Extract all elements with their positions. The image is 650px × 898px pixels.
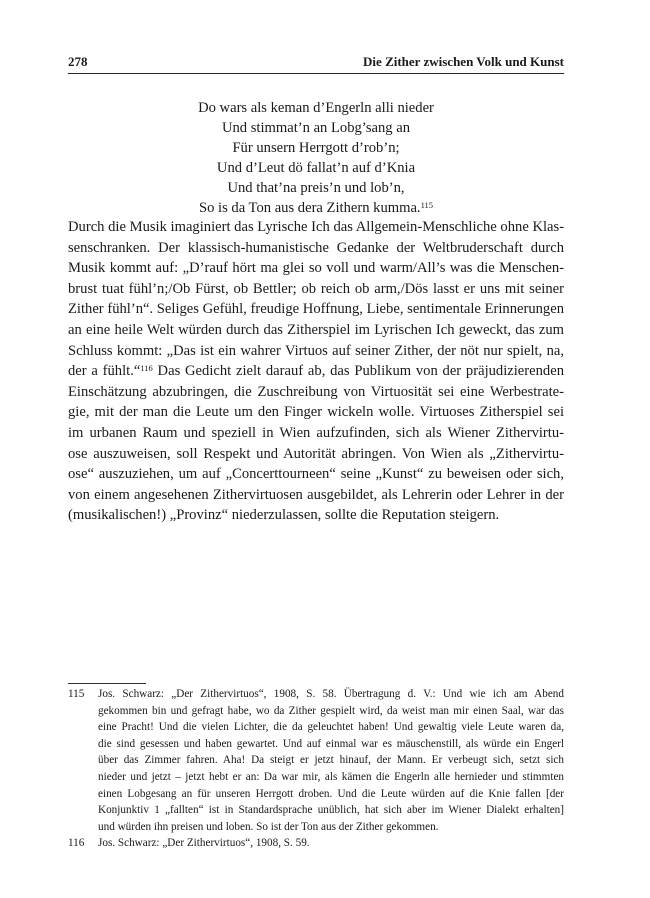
- body-line-part: Das Gedicht zielt darauf ab, das Publikum von der präjudizierenden: [152, 363, 564, 380]
- footnote-number: 115: [68, 688, 85, 700]
- poem-line: Und stimmat’n an Lobg’sang an: [221, 120, 411, 136]
- body-line: im urbanen Raum und speziell in Wien aufzufinden, sich als Wiener Zithervirtu-: [68, 424, 564, 441]
- poem-line: Und d’Leut dö fallat’n auf d’Knia: [216, 160, 416, 176]
- footnote-line: die sind gesessen und haben gewartet. Und auf einmal war es mäuschenstill, als würde ein Engerl: [98, 737, 564, 750]
- footnote-116: [68, 835, 564, 852]
- poem-line: Für unsern Herrgott d’rob’n;: [232, 140, 400, 156]
- footnote-line: Jos. Schwarz: „Der Zithervirtuos“, 1908, S. 58. Übertragung d. V.: Und wie ich am Abend: [98, 688, 564, 700]
- body-line: von einem angesehenen Zithervirtuosen ausgebildet, als Lehrerin oder Lehrer in der: [68, 486, 564, 503]
- footnote-line: über das Zimmer fahren. Aha! Da steigt er jetzt hinauf, der Mann. Er verbeugt sich, setzt sich: [98, 754, 564, 767]
- body-line-part: der a fühlt.“: [68, 363, 141, 380]
- poem-block: [68, 98, 564, 218]
- body-line: Durch die Musik imaginiert das Lyrische Ich das Allgemein-Menschliche ohne Klas-: [68, 219, 565, 235]
- footnote-line: gekommen bin und gefragt habe, wo da Zither gespielt wird, da weist man mir einen Saal, war das: [98, 704, 564, 717]
- body-line: gie, mit der man die Leute um den Finger wickeln wolle. Virtuoses Zitherspiel sei: [68, 404, 564, 421]
- running-title: Die Zither zwischen Volk und Kunst: [363, 54, 564, 69]
- poem-line-last: [68, 198, 564, 218]
- poem-line: Do wars als keman d’Engerln alli nieder: [198, 100, 434, 116]
- header-rule: [68, 73, 564, 74]
- body-line: Zither fühl’n“. Seliges Gefühl, freudige Hoffnung, Liebe, sentimentale Erinnerungen: [68, 301, 564, 318]
- body-line: brust tuat fühl’n;/Ob Fürst, ob Bettler; ob reich ob arm,/Dös lasst er uns mit seiner: [68, 280, 564, 297]
- running-head: [68, 54, 564, 74]
- body-line: (musikalischen!) „Provinz“ niederzulassen, sollte die Reputation steigern.: [68, 507, 500, 524]
- footnote-line: nieder und jetzt – jetzt hebt er an: Da war mir, als kämen die Engerln alle hernieder und stimmten: [98, 770, 564, 783]
- body-paragraph: [68, 217, 564, 526]
- poem-line-text: So is da Ton aus dera Zithern kumma.: [198, 200, 421, 216]
- body-line: senschranken. Der klassisch-humanistische Gedanke der Weltbruderschaft durch: [68, 239, 564, 256]
- body-line: Einschätzung abzubringen, die Zuschreibung von Virtuosität sei eine Werbestrate-: [68, 383, 564, 400]
- footnote-rule: [68, 683, 146, 684]
- body-line: ose auszuweisen, soll Respekt und Autorität abringen. Von Wien als „Zithervirtu-: [68, 445, 564, 462]
- footnote-line: eine Pracht! Und die vielen Lichter, die da geleuchtet haben! Und gewaltig viele Leute waren da,: [98, 721, 564, 734]
- footnote-line: einen Lobgesang an für unseren Herrgott droben. Und die Leute würden auf die Knie fallen [der: [98, 787, 564, 800]
- body-line: Musik kommt auf: „D’rauf hört ma glei so voll und warm/All’s was die Menschen-: [68, 260, 564, 277]
- body-line: ose“ auszuziehen, um auf „Concerttourneen“ seine „Kunst“ zu beweisen oder sich,: [68, 466, 564, 483]
- footnote-115: [68, 686, 564, 835]
- footnotes: [68, 686, 564, 852]
- body-line: Schluss kommt: „Das ist ein wahrer Virtuos auf seiner Zither, der nöt nur spielt, na,: [68, 342, 564, 359]
- footnote-line: und würden ihn preisen und loben. So ist der Ton aus der Zither gekommen.: [98, 820, 439, 833]
- page-number: 278: [68, 54, 88, 69]
- body-line: an eine heile Welt würden durch das Zitherspiel im Lyrischen Ich geweckt, das zum: [68, 321, 564, 338]
- footnote-line: Konjunktiv 1 „fallten“ ist in Standardsprache unüblich, hat sich aber im Wiener Dialekt erhalten]: [98, 804, 564, 817]
- poem-line: Und that’na preis’n und lob’n,: [227, 180, 405, 196]
- footnote-ref-116[interactable]: 116: [140, 363, 153, 374]
- footnote-number: 116: [68, 837, 85, 850]
- footnote-ref-115[interactable]: 115: [420, 200, 434, 210]
- body-line-with-ref: [68, 361, 564, 382]
- footnote-line: Jos. Schwarz: „Der Zithervirtuos“, 1908, S. 59.: [98, 837, 310, 850]
